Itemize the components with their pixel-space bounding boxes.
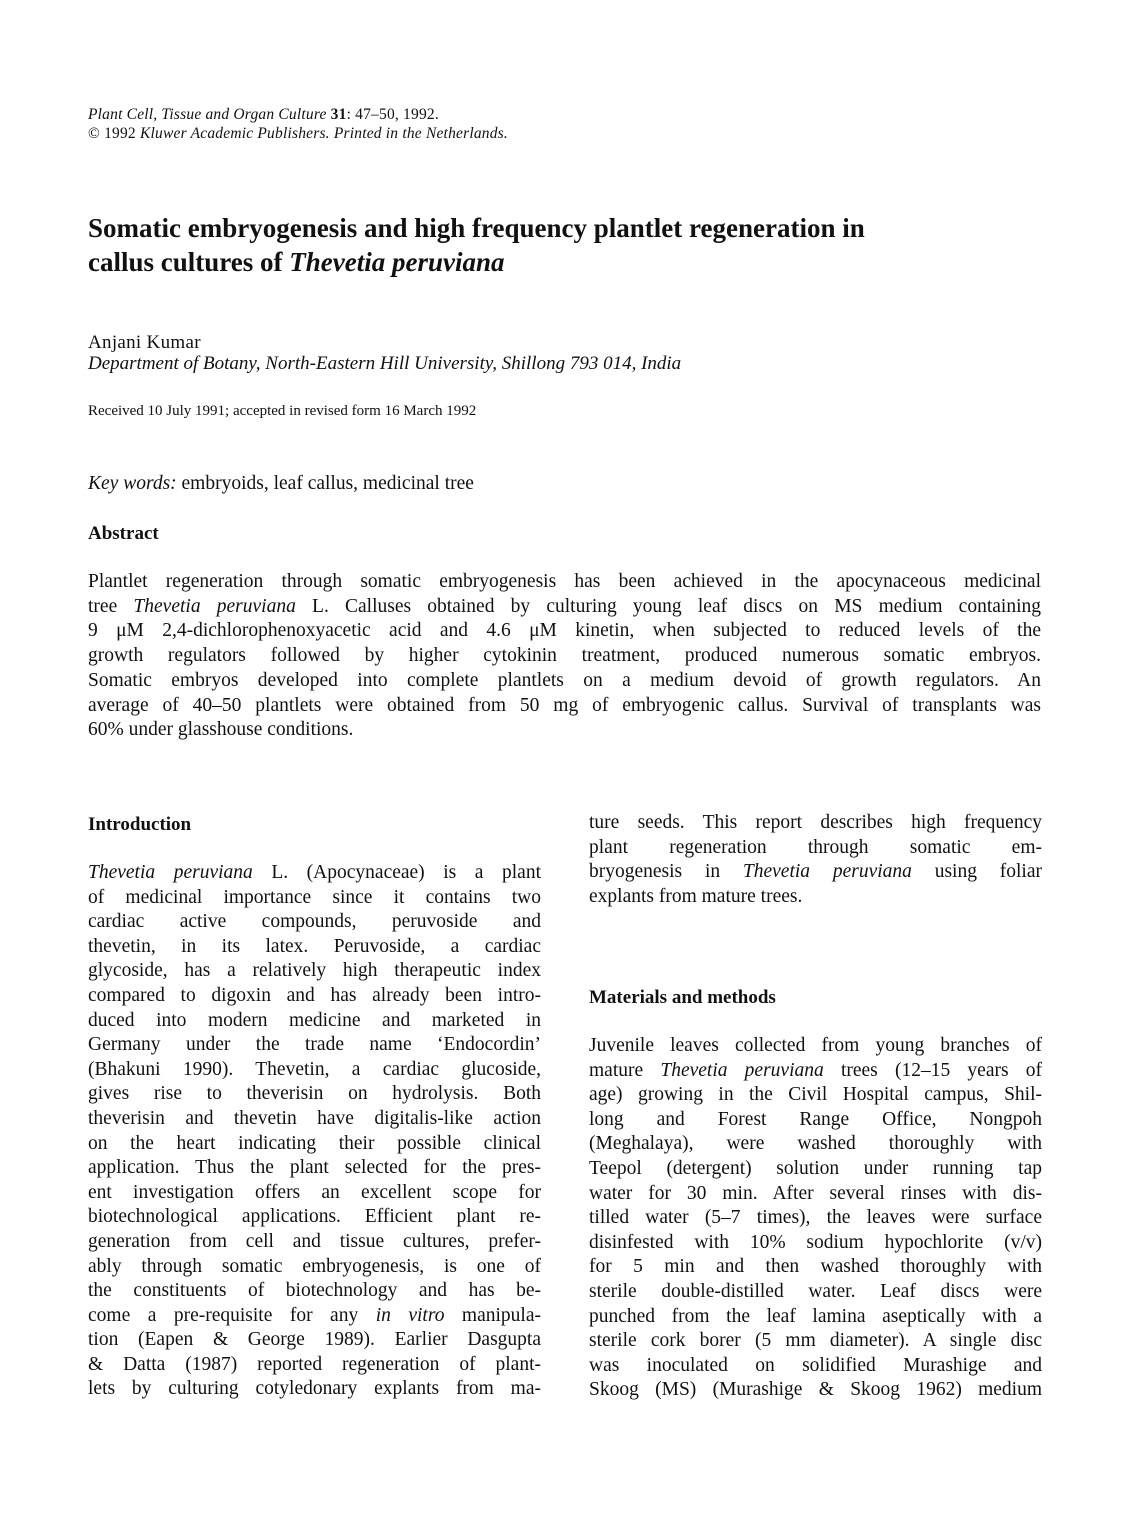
abstract-line: Somatic embryos developed into complete plantlets on a medium devoid of growth regulators. An bbox=[88, 669, 1041, 691]
species-name: Thevetia peruviana bbox=[660, 1059, 824, 1081]
introduction-body bbox=[88, 861, 541, 1402]
keywords-label: Key words: bbox=[88, 473, 177, 494]
paragraph-line: ent investigation offers an excellent scope for bbox=[88, 1181, 541, 1203]
title-prefix: callus cultures of bbox=[88, 247, 290, 277]
paragraph-line: generation from cell and tissue cultures, prefer- bbox=[88, 1230, 541, 1252]
paragraph-line: lets by culturing cotyledonary explants from ma- bbox=[88, 1378, 541, 1400]
copyright-year: 1992 bbox=[104, 125, 136, 142]
paragraph-line: punched from the leaf lamina aseptically with a bbox=[589, 1305, 1042, 1327]
title-species: Thevetia peruviana bbox=[289, 247, 505, 277]
keywords bbox=[88, 471, 474, 497]
introduction-heading: Introduction bbox=[88, 814, 192, 835]
paragraph-line bbox=[88, 861, 541, 886]
text-run: come a pre-requisite for any bbox=[88, 1304, 376, 1326]
paper-title bbox=[88, 211, 1048, 279]
paragraph-line: long and Forest Range Office, Nongpoh bbox=[589, 1108, 1042, 1130]
title-line-2 bbox=[88, 245, 1048, 279]
paragraph-line: was inoculated on solidified Murashige and bbox=[589, 1354, 1042, 1376]
copyright-icon: © bbox=[88, 125, 100, 142]
paragraph-line bbox=[589, 1059, 1042, 1084]
paragraph-line bbox=[589, 860, 1042, 885]
paragraph-line: tion (Eapen & George 1989). Earlier Dasgupta bbox=[88, 1329, 541, 1351]
received-dates: Received 10 July 1991; accepted in revised form 16 March 1992 bbox=[88, 403, 477, 419]
paragraph-line: compared to digoxin and has already been intro- bbox=[88, 984, 541, 1006]
text-run: mature bbox=[589, 1059, 661, 1081]
paragraph-line: water for 30 min. After several rinses with dis- bbox=[589, 1182, 1042, 1204]
paragraph-line: Teepol (detergent) solution under running tap bbox=[589, 1157, 1042, 1179]
paragraph-line: disinfested with 10% sodium hypochlorite (v/v) bbox=[589, 1231, 1042, 1253]
publisher-line: Kluwer Academic Publishers. Printed in the Netherlands. bbox=[139, 125, 508, 142]
paragraph-line: explants from mature trees. bbox=[589, 885, 803, 907]
paragraph-line: Juvenile leaves collected from young branches of bbox=[589, 1035, 1042, 1056]
paragraph-line: (Meghalaya), were washed thoroughly with bbox=[589, 1133, 1042, 1155]
paragraph-line: thevetin, in its latex. Peruvoside, a cardiac bbox=[88, 935, 541, 957]
text-run: L. Calluses obtained by culturing young leaf discs on MS medium containing bbox=[295, 595, 1041, 617]
species-name: Thevetia peruviana bbox=[133, 595, 296, 617]
paragraph-line: Germany under the trade name ‘Endocordin’ bbox=[88, 1034, 541, 1056]
journal-volume: 31 bbox=[330, 106, 347, 123]
paragraph-line: cardiac active compounds, peruvoside and bbox=[88, 911, 541, 933]
keywords-terms: embryoids, leaf callus, medicinal tree bbox=[176, 473, 474, 494]
paragraph-line: of medicinal importance since it contains two bbox=[88, 886, 541, 908]
paragraph-line: on the heart indicating their possible clinical bbox=[88, 1132, 541, 1154]
text-run: bryogenesis in bbox=[589, 861, 743, 883]
paragraph-line: glycoside, has a relatively high therapeutic index bbox=[88, 960, 541, 982]
text-run: L. (Apocynaceae) is a plant bbox=[252, 862, 541, 883]
paragraph-line: duced into modern medicine and marketed in bbox=[88, 1009, 541, 1031]
text-run: trees (12–15 years of bbox=[823, 1059, 1042, 1081]
paragraph-line: (Bhakuni 1990). Thevetin, a cardiac glucoside, bbox=[88, 1058, 541, 1080]
author-affiliation: Department of Botany, North-Eastern Hill University, Shillong 793 014, India bbox=[88, 353, 682, 374]
abstract-heading: Abstract bbox=[88, 523, 159, 544]
paragraph-line bbox=[88, 1304, 541, 1329]
latin-term: in vitro bbox=[375, 1304, 445, 1326]
paragraph-line: application. Thus the plant selected for the pres- bbox=[88, 1157, 541, 1179]
journal-citation bbox=[88, 105, 508, 143]
paragraph-line: tilled water (5–7 times), the leaves were surface bbox=[589, 1207, 1042, 1229]
species-name: Thevetia peruviana bbox=[742, 861, 912, 883]
paragraph-line: sterile double-distilled water. Leaf discs were bbox=[589, 1280, 1042, 1302]
paragraph-line: theverisin and thevetin have digitalis-like action bbox=[88, 1107, 541, 1129]
text-run: using foliar bbox=[911, 861, 1042, 883]
title-line-1: Somatic embryogenesis and high frequency plantlet regeneration in bbox=[88, 213, 865, 243]
abstract-body bbox=[88, 570, 1041, 743]
paragraph-line: ably through somatic embryogenesis, is one of bbox=[88, 1255, 541, 1277]
abstract-line bbox=[88, 595, 1041, 620]
abstract-line: 9 μM 2,4-dichlorophenoxyacetic acid and 4.6 μM kinetin, when subjected to reduced levels of the bbox=[88, 620, 1041, 642]
abstract-line: growth regulators followed by higher cytokinin treatment, produced numerous somatic embryos. bbox=[88, 645, 1041, 667]
paragraph-line: gives rise to theverisin on hydrolysis. Both bbox=[88, 1083, 541, 1105]
journal-name: Plant Cell, Tissue and Organ Culture bbox=[88, 106, 327, 123]
author-name: Anjani Kumar bbox=[88, 332, 201, 353]
materials-methods-heading: Materials and methods bbox=[589, 987, 776, 1008]
paragraph-line: plant regeneration through somatic em- bbox=[589, 836, 1042, 858]
abstract-line: Plantlet regeneration through somatic embryogenesis has been achieved in the apocynaceous medicinal bbox=[88, 571, 1041, 592]
abstract-line: 60% under glasshouse conditions. bbox=[88, 719, 354, 741]
paragraph-line: biotechnological applications. Efficient plant re- bbox=[88, 1206, 541, 1228]
paragraph-line: the constituents of biotechnology and has be- bbox=[88, 1280, 541, 1302]
journal-line bbox=[88, 105, 508, 124]
materials-methods-body bbox=[589, 1034, 1042, 1403]
paragraph-line: & Datta (1987) reported regeneration of plant- bbox=[88, 1353, 541, 1375]
paragraph-line: age) growing in the Civil Hospital campus, Shil- bbox=[589, 1084, 1042, 1106]
paragraph-line: Skoog (MS) (Murashige & Skoog 1962) medium bbox=[589, 1379, 1042, 1401]
abstract-line: average of 40–50 plantlets were obtained from 50 mg of embryogenic callus. Survival of transplants was bbox=[88, 694, 1041, 716]
introduction-continued bbox=[589, 811, 1042, 909]
journal-pages: : 47–50, 1992. bbox=[346, 106, 439, 123]
species-name: Thevetia peruviana bbox=[88, 862, 253, 883]
paragraph-line: ture seeds. This report describes high frequency bbox=[589, 812, 1042, 833]
copyright-line bbox=[88, 124, 508, 143]
text-run: tree bbox=[88, 595, 134, 617]
paragraph-line: sterile cork borer (5 mm diameter). A single disc bbox=[589, 1330, 1042, 1352]
text-run: manipula- bbox=[444, 1304, 541, 1326]
paragraph-line: for 5 min and then washed thoroughly with bbox=[589, 1256, 1042, 1278]
